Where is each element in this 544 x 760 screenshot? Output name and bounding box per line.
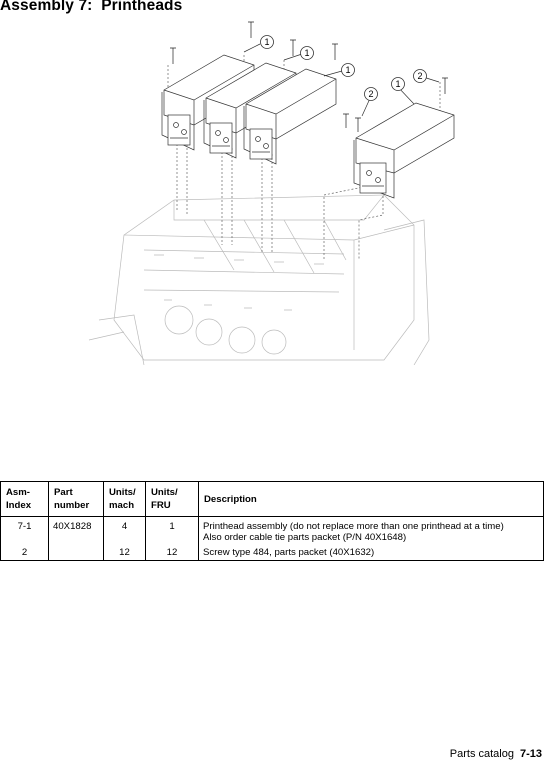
header-units-fru-line1: Units/ (151, 487, 178, 498)
cell-part-number (49, 545, 104, 561)
parts-table (0, 481, 544, 561)
header-asm-index-line1: Asm- (6, 487, 30, 498)
header-units-fru-line2: FRU (151, 500, 171, 511)
header-part-number-line2: number (54, 500, 90, 511)
table-row (1, 517, 544, 546)
header-description: Description (199, 482, 544, 517)
header-part-number (49, 482, 104, 517)
cell-description (199, 545, 544, 561)
header-units-fru (146, 482, 199, 517)
printhead-exploded-diagram (84, 20, 470, 365)
callout-2a (414, 70, 427, 83)
table-row (1, 545, 544, 561)
cell-units-mach: 4 (104, 517, 146, 546)
printhead-4 (354, 103, 454, 198)
description-line: Also order cable tie parts packet (P/N 40X1648) (203, 532, 407, 543)
header-units-mach (104, 482, 146, 517)
svg-text:1: 1 (264, 37, 270, 47)
cell-units-mach: 12 (104, 545, 146, 561)
header-units-mach-line2: mach (109, 500, 135, 511)
callout-1b (301, 47, 314, 60)
cell-units-fru: 1 (146, 517, 199, 546)
svg-text:2: 2 (368, 89, 374, 99)
callout-1c (342, 64, 355, 77)
cell-description (199, 517, 544, 546)
page-title: Assembly 7: Printheads (0, 0, 183, 14)
header-units-mach-line1: Units/ (109, 487, 136, 498)
cell-asm-index: 7-1 (1, 517, 49, 546)
table-header-row (1, 482, 544, 517)
callout-1a (261, 36, 274, 49)
callout-1d (392, 78, 405, 91)
cell-units-fru: 12 (146, 545, 199, 561)
svg-text:1: 1 (395, 79, 401, 89)
description-line: Printhead assembly (do not replace more than one printhead at a time) (203, 521, 504, 532)
header-part-number-line1: Part (54, 487, 73, 498)
footer-page-number: 7-13 (519, 748, 542, 760)
printer-frame (89, 195, 429, 365)
header-asm-index (1, 482, 49, 517)
svg-text:1: 1 (345, 65, 351, 75)
cell-asm-index: 2 (1, 545, 49, 561)
footer-section: Parts catalog (449, 748, 514, 760)
header-asm-index-line2: Index (6, 500, 32, 511)
page-footer (450, 748, 542, 760)
svg-text:2: 2 (417, 71, 423, 81)
callout-2b (365, 88, 378, 101)
svg-text:1: 1 (304, 48, 310, 58)
description-line: Screw type 484, parts packet (40X1632) (203, 547, 375, 558)
cell-part-number: 40X1828 (49, 517, 104, 546)
